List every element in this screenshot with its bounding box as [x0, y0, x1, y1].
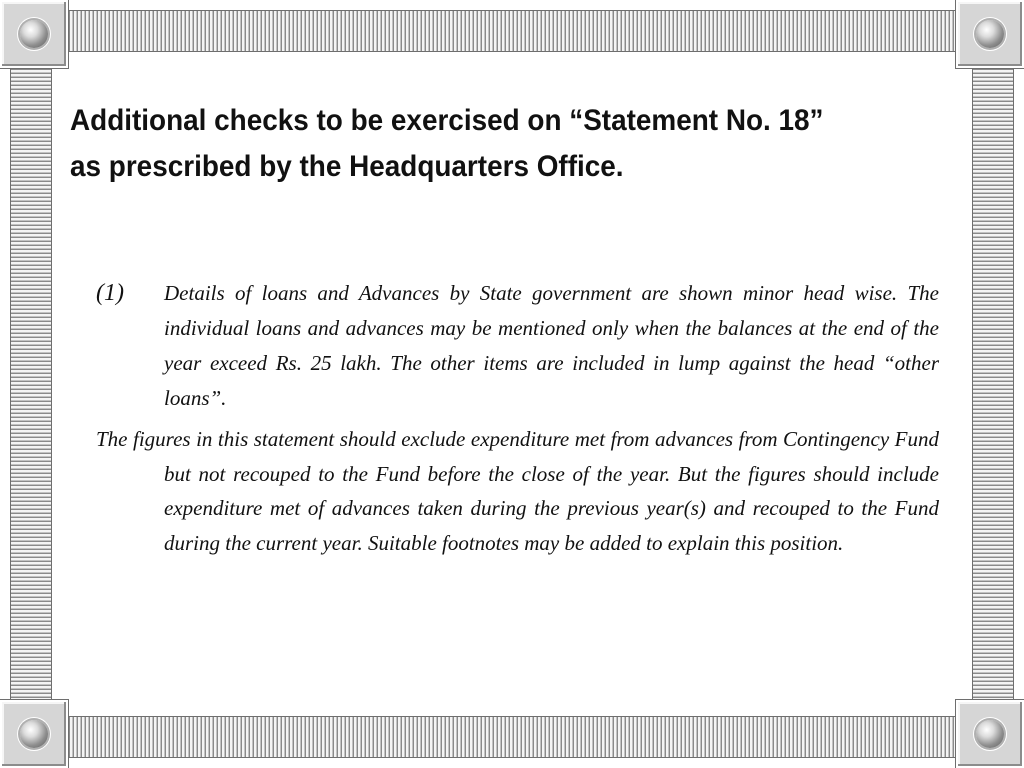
numbered-paragraph: [96, 276, 939, 416]
hanging-paragraph: The figures in this statement should exclude expenditure met from advances from Contingency Fund but not recouped to the Fund before the close of the year. But the figures should include expenditure met of advances taken during the previous year(s) and recouped to the Fund during the current year. Suitable footnotes may be added to explain this position.: [96, 427, 939, 555]
corner-stud-icon: [20, 720, 48, 748]
frame-right-bar: [972, 68, 1014, 700]
frame-corner-top-right: [956, 0, 1024, 68]
frame-corner-bottom-left: [0, 700, 68, 768]
frame-corner-bottom-right: [956, 700, 1024, 768]
frame-bottom-bar: [68, 716, 956, 758]
slide-title: [70, 98, 907, 190]
frame-corner-top-left: [0, 0, 68, 68]
frame-left-bar: [10, 68, 52, 700]
slide-title-line-1: Additional checks to be exercised on “Statement No. 18”: [70, 104, 824, 137]
slide-title-line-2: as prescribed by the Headquarters Office.: [70, 150, 624, 183]
corner-stud-icon: [976, 20, 1004, 48]
frame-top-bar: [68, 10, 956, 52]
corner-stud-icon: [20, 20, 48, 48]
slide-body: [96, 276, 939, 560]
corner-stud-icon: [976, 720, 1004, 748]
item-number: (1): [96, 280, 124, 306]
item-text: Details of loans and Advances by State government are shown minor head wise. The individual loans and advances may be mentioned only when the balances at the end of the year exceed Rs. 25 lakh. The other items are included in lump against the head “other loans”.: [164, 281, 939, 410]
